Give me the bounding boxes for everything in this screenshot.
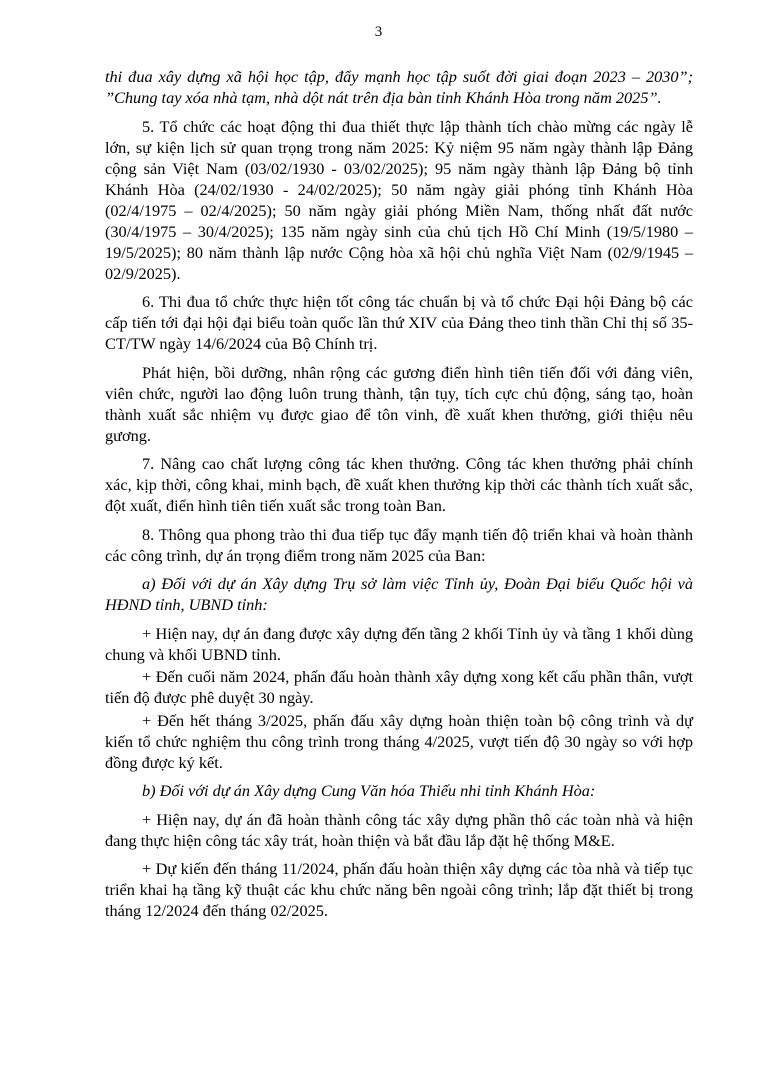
paragraph-continuation: thi đua xây dựng xã hội học tập, đẩy mạnh học tập suốt đời giai đoạn 2023 – 2030”; ”Chung tay xóa nhà tạm, nhà dột nát trên địa bàn tỉnh Khánh Hòa trong năm 2025”. [105, 67, 693, 107]
page-number: 3 [374, 24, 383, 40]
paragraph-item-6: 6. Thi đua tổ chức thực hiện tốt công tác chuẩn bị và tổ chức Đại hội Đảng bộ các cấp tiến tới đại hội đại biểu toàn quốc lần thứ XIV của Đảng theo tinh thần Chỉ thị số 35-CT/TW ngày 14/6/2024 của Bộ Chính trị. [105, 292, 693, 353]
paragraph-item-7: 7. Nâng cao chất lượng công tác khen thưởng. Công tác khen thưởng phải chính xác, kịp thời, công khai, minh bạch, đề xuất khen thưởng kịp thời các thành tích xuất sắc, đột xuất, điển hình tiên tiến xuất sắc trong toàn Ban. [105, 454, 693, 515]
bullet-a-2: + Đến cuối năm 2024, phấn đấu hoàn thành xây dựng xong kết cấu phần thân, vượt tiến độ được phê duyệt 30 ngày. [105, 667, 693, 707]
paragraph-exemplary-models: Phát hiện, bồi dưỡng, nhân rộng các gương điển hình tiên tiến đối với đảng viên, viên chức, người lao động luôn trung thành, tận tụy, tích cực chủ động, sáng tạo, hoàn thành xuất sắc nhiệm vụ được giao để tôn vinh, đề xuất khen thưởng, giới thiệu nêu gương. [105, 362, 693, 445]
subheading-a: a) Đối với dự án Xây dựng Trụ sở làm việc Tỉnh ủy, Đoàn Đại biểu Quốc hội và HĐND tỉnh, UBND tỉnh: [105, 574, 693, 614]
bullet-b-2: + Dự kiến đến tháng 11/2024, phấn đấu hoàn thiện xây dựng các tòa nhà và tiếp tục triển khai hạ tầng kỹ thuật các khu chức năng bên ngoài công trình; lắp đặt thiết bị trong tháng 12/2024 đến tháng 02/2025. [105, 859, 693, 920]
bullet-b-1: + Hiện nay, dự án đã hoàn thành công tác xây dựng phần thô các toàn nhà và hiện đang thực hiện công tác xây trát, hoàn thiện và bắt đầu lắp đặt hệ thống M&E. [105, 809, 693, 850]
bullet-a-3: + Đến hết tháng 3/2025, phấn đấu xây dựng hoàn thiện toàn bộ công trình và dự kiến tổ chức nghiệm thu công trình trong tháng 4/2025, vượt tiến độ 30 ngày so với hợp đồng được ký kết. [105, 710, 693, 772]
paragraph-item-8: 8. Thông qua phong trào thi đua tiếp tục đẩy mạnh tiến độ triển khai và hoàn thành các công trình, dự án trọng điểm trong năm 2025 của Ban: [105, 524, 693, 565]
document-body [105, 66, 693, 929]
paragraph-item-5: 5. Tổ chức các hoạt động thi đua thiết thực lập thành tích chào mừng các ngày lễ lớn, sự kiện lịch sử quan trọng trong năm 2025: Kỷ niệm 95 năm ngày thành lập Đảng cộng sản Việt Nam (03/02/1930 - 03/02/2025); 95 năm ngày thành lập Đảng bộ tỉnh Khánh Hòa (24/02/1930 - 24/02/2025); 50 năm ngày giải phóng tỉnh Khánh Hòa (02/4/1975 – 02/4/2025); 50 năm ngày giải phóng Miền Nam, thống nhất đất nước (30/4/1975 – 30/4/2025); 135 năm ngày sinh của chủ tịch Hồ Chí Minh (19/5/1980 – 19/5/2025); 80 năm thành lập nước Cộng hòa xã hội chủ nghĩa Việt Nam (02/9/1945 – 02/9/2025). [105, 116, 693, 283]
subheading-b: b) Đối với dự án Xây dựng Cung Văn hóa Thiếu nhi tỉnh Khánh Hòa: [142, 781, 596, 800]
bullet-a-1: + Hiện nay, dự án đang được xây dựng đến tầng 2 khối Tỉnh ủy và tầng 1 khối dùng chung và khối UBND tỉnh. [105, 623, 693, 664]
